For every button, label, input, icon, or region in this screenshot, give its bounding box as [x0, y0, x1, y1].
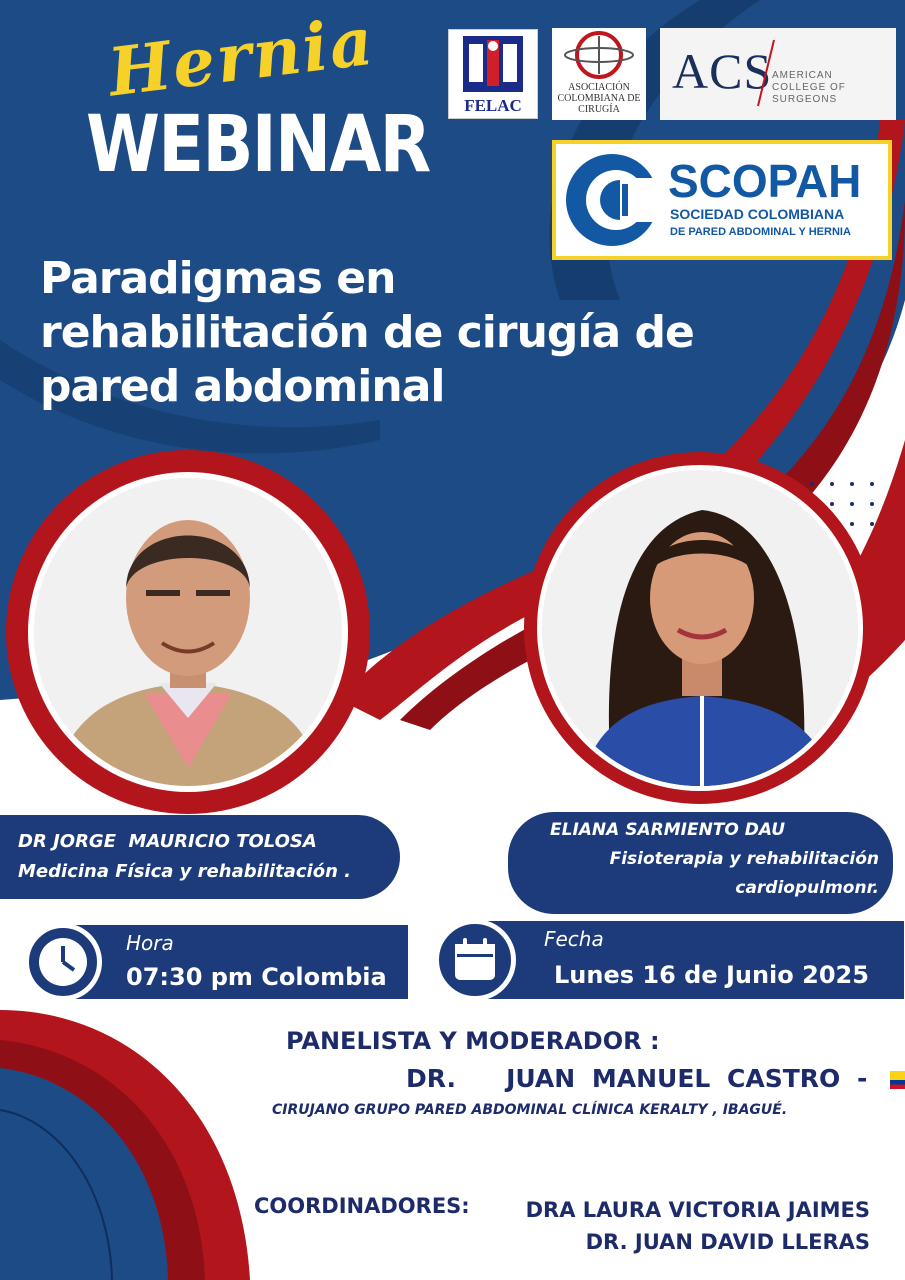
speaker-2-name: ELIANA SARMIENTO DAU	[550, 820, 786, 840]
speaker-1-role: Medicina Física y rehabilitación .	[18, 861, 351, 882]
speaker-1-card	[0, 815, 400, 899]
scopah-tagline-2: DE PARED ABDOMINAL Y HERNIA	[670, 226, 851, 238]
date-label: Fecha	[544, 927, 604, 951]
acc-logo	[552, 28, 646, 120]
speaker-2-card	[508, 812, 893, 914]
speaker-2-role-line2: cardiopulmonr.	[735, 878, 879, 898]
speaker-2-role-line1: Fisioterapia y rehabilitación	[609, 849, 879, 869]
felac-label: FELAC	[464, 96, 522, 115]
scopah-tagline-1: SOCIEDAD COLOMBIANA	[670, 206, 845, 222]
hernia-script-title: Hernia	[104, 1, 379, 112]
time-label: Hora	[126, 931, 174, 955]
coordinator-1: DRA LAURA VICTORIA JAIMES	[525, 1198, 870, 1222]
panel-moderator-name	[406, 1064, 905, 1093]
moderator-name: DR. JUAN MANUEL CASTRO -	[406, 1064, 868, 1093]
speaker-1-name: DR JORGE MAURICIO TOLOSA	[18, 831, 317, 852]
speaker-1-photo	[34, 478, 342, 786]
acs-logo	[660, 28, 896, 120]
date-value: Lunes 16 de Junio 2025	[554, 961, 869, 989]
webinar-topic-title: Paradigmas en rehabilitación de cirugía de pared abdominal	[40, 253, 694, 412]
felac-emblem-icon	[449, 30, 537, 96]
time-bar	[30, 925, 408, 999]
clock-icon	[24, 923, 102, 1001]
calendar-icon	[434, 919, 516, 1001]
moderator-affiliation: CIRUJANO GRUPO PARED ABDOMINAL CLÍNICA KERALTY , IBAGUÉ.	[272, 1102, 788, 1118]
female-speaker-portrait	[542, 470, 858, 786]
date-bar	[438, 921, 904, 999]
time-value: 07:30 pm Colombia	[126, 963, 387, 991]
acc-label: ASOCIACIÓN COLOMBIANA DE CIRUGÍA	[557, 82, 641, 115]
webinar-title: WEBINAR	[86, 100, 430, 190]
scopah-logo	[552, 140, 892, 260]
scopah-name: SCOPAH	[668, 155, 862, 207]
speaker-2-photo	[542, 470, 858, 786]
felac-logo	[448, 29, 538, 119]
acc-emblem-icon	[552, 28, 646, 84]
scopah-emblem-icon	[560, 148, 664, 252]
colombia-flag-icon	[890, 1071, 905, 1089]
coordinators-label: COORDINADORES:	[254, 1194, 470, 1218]
acs-subtitle: AMERICAN COLLEGE OF SURGEONS	[772, 70, 846, 105]
panel-moderator-label: PANELISTA Y MODERADOR :	[286, 1027, 660, 1055]
coordinator-2: DR. JUAN DAVID LLERAS	[585, 1230, 870, 1254]
acs-letters: ACS	[672, 43, 773, 99]
male-speaker-portrait	[34, 478, 342, 786]
coordinators-list	[470, 1194, 870, 1258]
